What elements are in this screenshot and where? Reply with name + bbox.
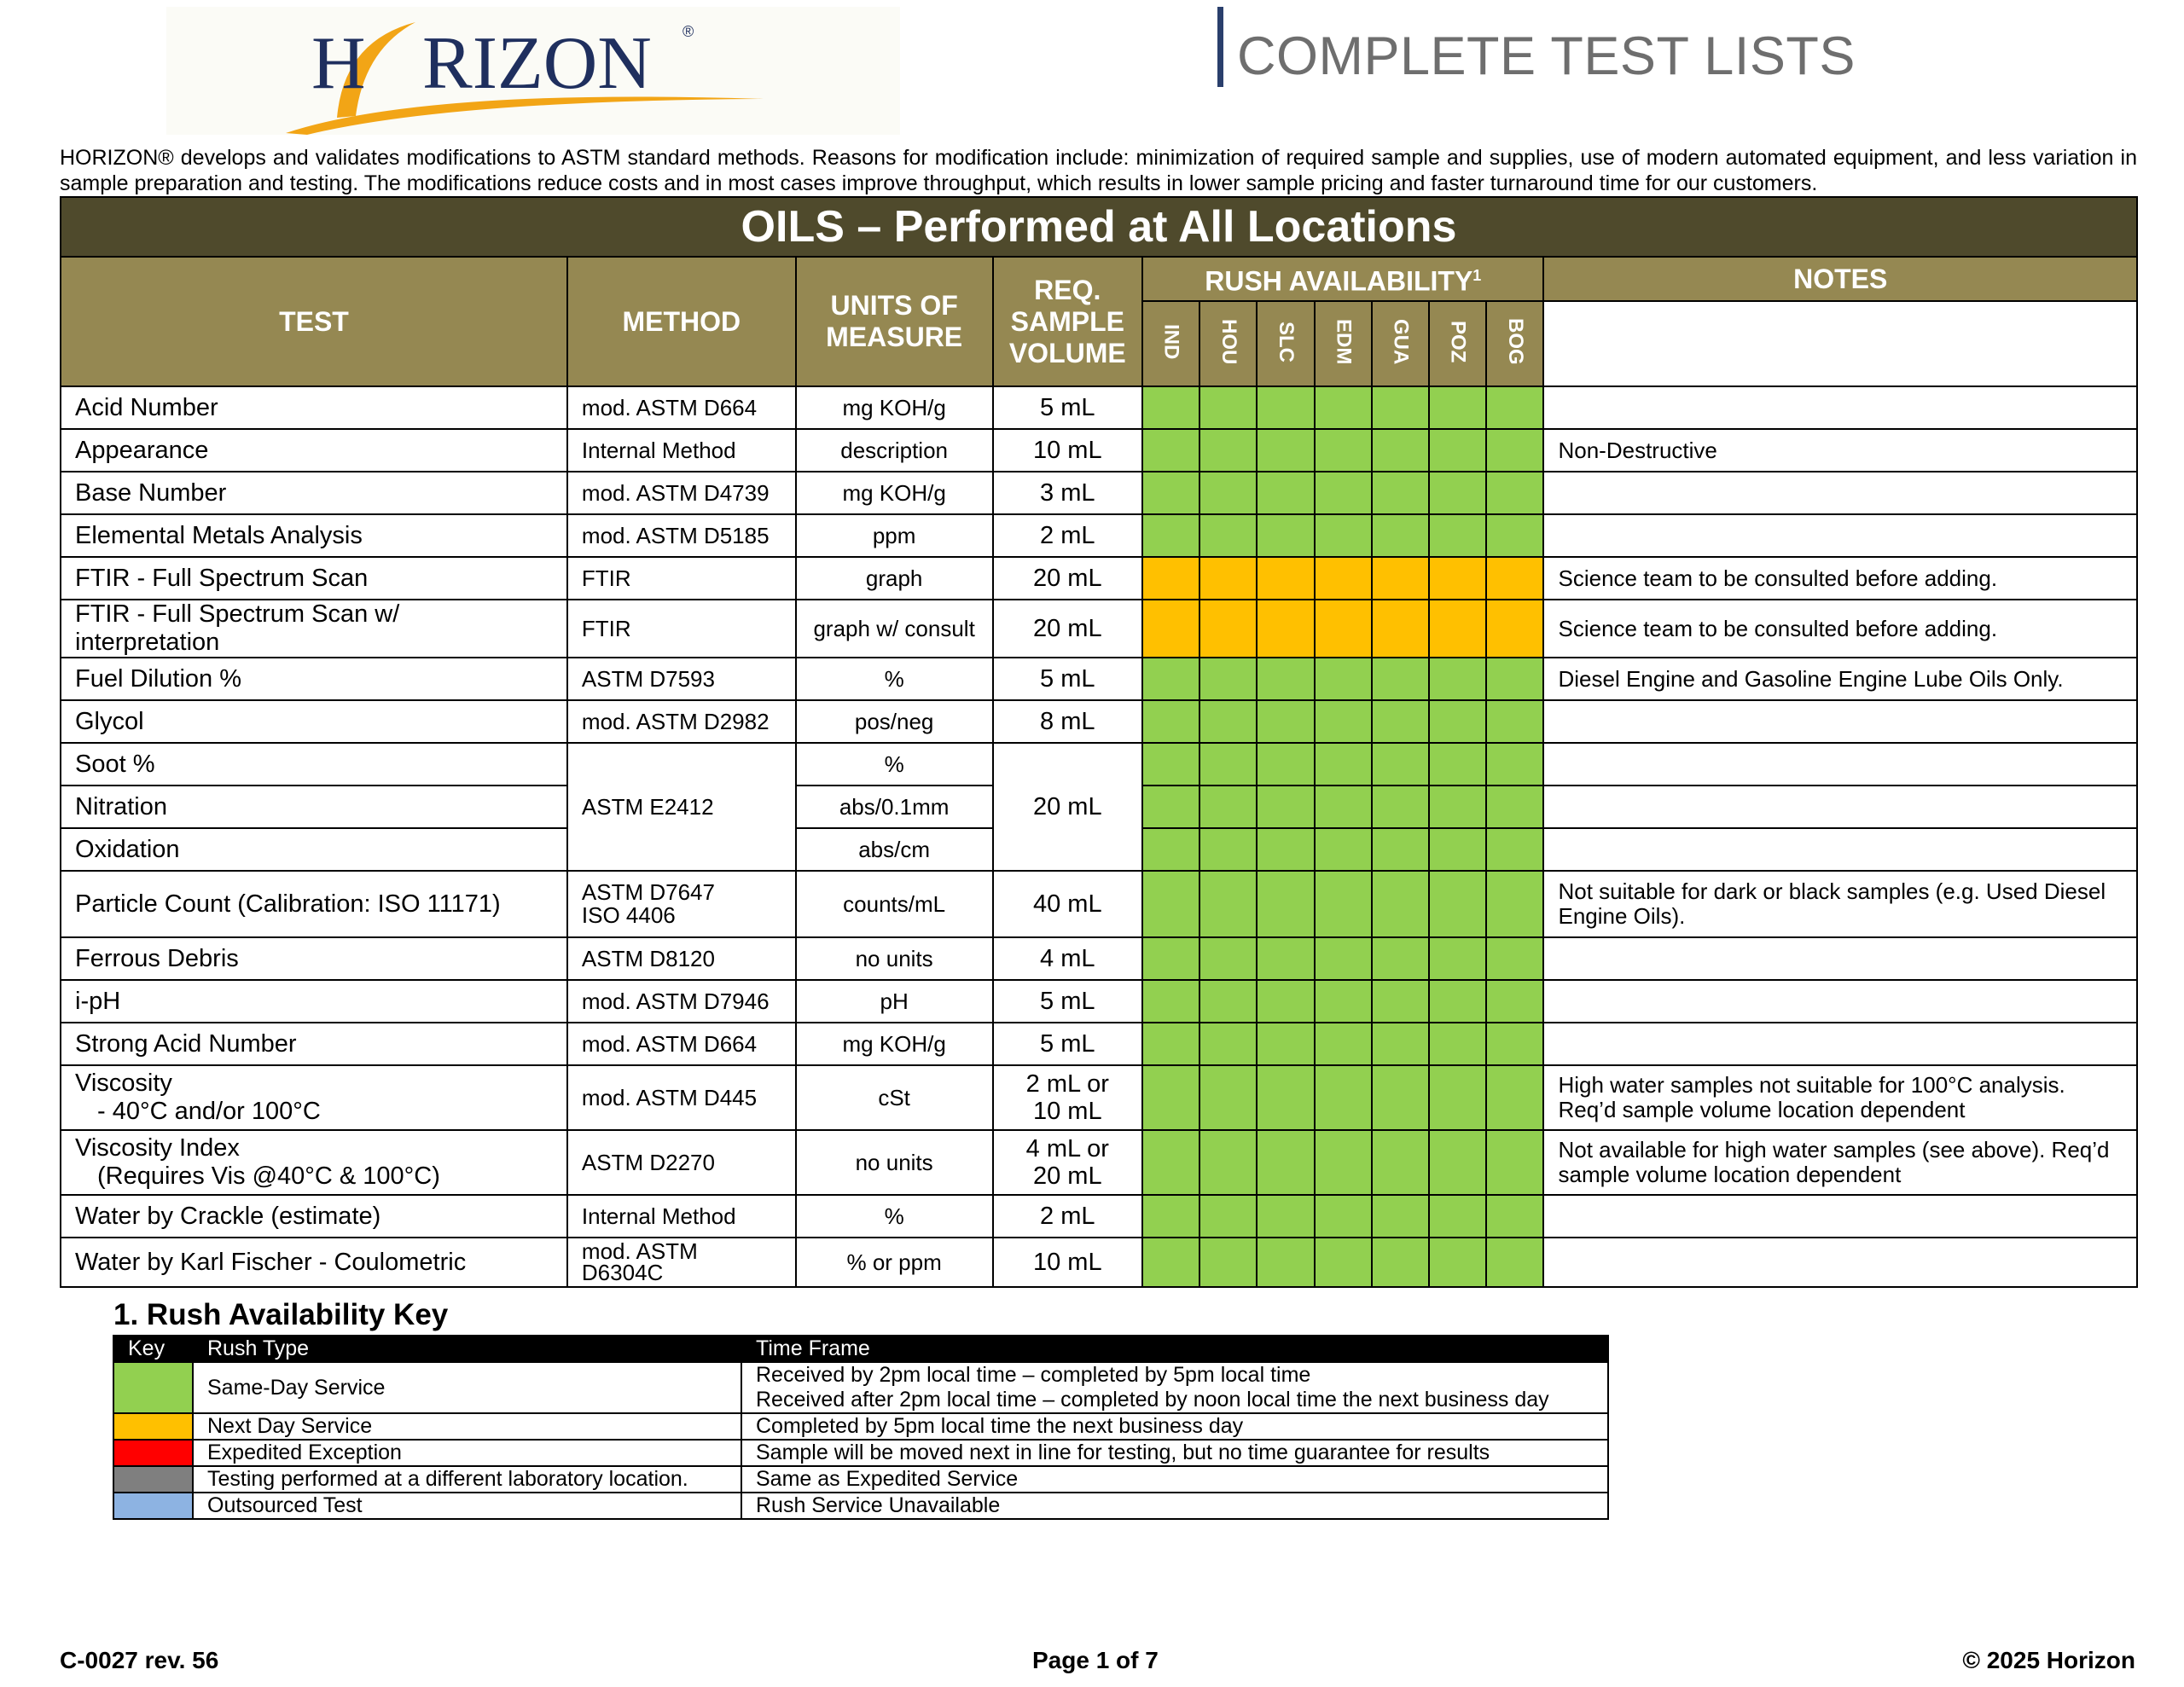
table-row [61, 514, 2137, 557]
rush-cell [1199, 557, 1257, 600]
rush-cell [1315, 1130, 1372, 1195]
rush-cell [1486, 472, 1543, 514]
rush-cell [1486, 429, 1543, 472]
rush-cell [1486, 514, 1543, 557]
table-row [61, 1238, 2137, 1287]
test-notes [1543, 514, 2137, 557]
test-method: mod. ASTM D7946 [567, 980, 796, 1023]
key-rush-type: Next Day Service [193, 1413, 741, 1440]
rush-cell [1315, 828, 1372, 871]
test-notes: Diesel Engine and Gasoline Engine Lube Oils Only. [1543, 658, 2137, 700]
rush-cell [1372, 557, 1429, 600]
rush-cell [1142, 1023, 1199, 1065]
location-gua: GUA [1372, 301, 1429, 386]
test-notes [1543, 980, 2137, 1023]
key-row [113, 1440, 1608, 1466]
rush-key-title: 1. Rush Availability Key [113, 1298, 449, 1331]
rush-cell [1486, 700, 1543, 743]
intro-paragraph: HORIZON® develops and validates modifications to ASTM standard methods. Reasons for modification include: minimization of required sample and supplies, use of modern automated equipment, and less variation in sample preparation and testing. The modifications reduce costs and in most cases improve throughput, which results in lower sample pricing and faster turnaround time for our customers. [60, 146, 2137, 195]
rush-cell [1486, 871, 1543, 937]
rush-cell [1429, 1023, 1486, 1065]
rush-cell [1429, 557, 1486, 600]
logo-registered-mark: ® [682, 23, 694, 40]
test-name: FTIR - Full Spectrum Scan [61, 557, 567, 600]
rush-cell [1315, 700, 1372, 743]
rush-cell [1429, 658, 1486, 700]
table-row [61, 600, 2137, 658]
table-row [61, 1195, 2137, 1238]
test-units: no units [796, 1130, 993, 1195]
rush-cell [1199, 743, 1257, 786]
test-notes [1543, 786, 2137, 828]
test-volume-group: 20 mL [993, 743, 1143, 871]
rush-cell [1142, 386, 1199, 429]
test-volume: 5 mL [993, 658, 1143, 700]
test-volume: 5 mL [993, 1023, 1143, 1065]
rush-cell [1257, 658, 1314, 700]
test-volume: 3 mL [993, 472, 1143, 514]
rush-cell [1199, 514, 1257, 557]
rush-cell [1372, 980, 1429, 1023]
rush-cell [1372, 386, 1429, 429]
rush-cell [1486, 828, 1543, 871]
test-units: abs/0.1mm [796, 786, 993, 828]
test-units: mg KOH/g [796, 1023, 993, 1065]
footer-page-number: Page 1 of 7 [1032, 1647, 1159, 1673]
test-units: graph w/ consult [796, 600, 993, 658]
rush-cell [1429, 472, 1486, 514]
rush-cell [1372, 743, 1429, 786]
rush-cell [1257, 871, 1314, 937]
rush-cell [1257, 557, 1314, 600]
table-row [61, 1065, 2137, 1130]
table-row [61, 386, 2137, 429]
test-volume: 10 mL [993, 429, 1143, 472]
rush-cell [1429, 700, 1486, 743]
table-banner: OILS – Performed at All Locations [61, 197, 2137, 257]
test-units: pos/neg [796, 700, 993, 743]
table-row [61, 937, 2137, 980]
key-row [113, 1466, 1608, 1493]
table-row [61, 700, 2137, 743]
test-volume: 5 mL [993, 980, 1143, 1023]
key-row [113, 1413, 1608, 1440]
key-header-time: Time Frame [741, 1336, 1608, 1362]
rush-cell [1142, 937, 1199, 980]
rush-cell [1486, 1195, 1543, 1238]
test-name: Glycol [61, 700, 567, 743]
rush-cell [1199, 1130, 1257, 1195]
swatch-next-day [113, 1413, 193, 1440]
test-name: Water by Karl Fischer - Coulometric [61, 1238, 567, 1287]
rush-cell [1486, 557, 1543, 600]
rush-cell [1315, 429, 1372, 472]
test-name: Acid Number [61, 386, 567, 429]
rush-cell [1372, 1023, 1429, 1065]
test-name: Appearance [61, 429, 567, 472]
test-volume: 10 mL [993, 1238, 1143, 1287]
rush-cell [1372, 937, 1429, 980]
rush-cell [1142, 1130, 1199, 1195]
table-row [61, 743, 2137, 786]
table-row [61, 980, 2137, 1023]
rush-cell [1199, 871, 1257, 937]
rush-cell [1315, 937, 1372, 980]
test-name: Base Number [61, 472, 567, 514]
key-row [113, 1362, 1608, 1413]
test-units: cSt [796, 1065, 993, 1130]
test-name: Oxidation [61, 828, 567, 871]
test-name: i-pH [61, 980, 567, 1023]
test-units: graph [796, 557, 993, 600]
test-volume: 4 mL or 20 mL [993, 1130, 1143, 1195]
test-volume: 4 mL [993, 937, 1143, 980]
rush-cell [1257, 980, 1314, 1023]
document-title: COMPLETE TEST LISTS [1237, 26, 1856, 86]
rush-cell [1257, 1238, 1314, 1287]
table-row [61, 557, 2137, 600]
rush-cell [1199, 472, 1257, 514]
rush-cell [1257, 472, 1314, 514]
test-method: mod. ASTM D6304C [567, 1238, 796, 1287]
rush-cell [1142, 472, 1199, 514]
test-volume: 40 mL [993, 871, 1143, 937]
rush-cell [1315, 472, 1372, 514]
test-volume: 2 mL [993, 514, 1143, 557]
test-name: Viscosity - 40°C and/or 100°C [61, 1065, 567, 1130]
logo-wordmark: RIZON [422, 22, 652, 105]
test-notes [1543, 386, 2137, 429]
rush-cell [1257, 1195, 1314, 1238]
test-notes: Science team to be consulted before adding. [1543, 557, 2137, 600]
rush-cell [1486, 386, 1543, 429]
test-name: Water by Crackle (estimate) [61, 1195, 567, 1238]
rush-cell [1372, 700, 1429, 743]
rush-cell [1372, 786, 1429, 828]
test-volume: 2 mL or 10 mL [993, 1065, 1143, 1130]
rush-cell [1142, 1195, 1199, 1238]
rush-cell [1142, 828, 1199, 871]
rush-cell [1315, 600, 1372, 658]
test-method: mod. ASTM D5185 [567, 514, 796, 557]
test-name: Ferrous Debris [61, 937, 567, 980]
key-rush-type: Outsourced Test [193, 1493, 741, 1519]
swatch-expedited [113, 1440, 193, 1466]
table-row [61, 429, 2137, 472]
test-method: Internal Method [567, 429, 796, 472]
rush-cell [1199, 658, 1257, 700]
test-notes [1543, 828, 2137, 871]
location-poz: POZ [1429, 301, 1486, 386]
rush-cell [1142, 514, 1199, 557]
rush-cell [1199, 386, 1257, 429]
rush-cell [1257, 600, 1314, 658]
rush-cell [1315, 1195, 1372, 1238]
rush-cell [1199, 828, 1257, 871]
header-volume: REQ. SAMPLE VOLUME [993, 257, 1143, 386]
rush-cell [1372, 1130, 1429, 1195]
test-units: ppm [796, 514, 993, 557]
key-rush-type: Same-Day Service [193, 1362, 741, 1413]
test-method: mod. ASTM D4739 [567, 472, 796, 514]
header-rush-availability [1142, 257, 1543, 301]
rush-cell [1257, 429, 1314, 472]
test-units: mg KOH/g [796, 472, 993, 514]
rush-cell [1142, 980, 1199, 1023]
rush-cell [1315, 1065, 1372, 1130]
rush-cell [1315, 980, 1372, 1023]
rush-cell [1486, 1130, 1543, 1195]
rush-cell [1199, 937, 1257, 980]
rush-cell [1372, 871, 1429, 937]
test-units: mg KOH/g [796, 386, 993, 429]
rush-cell [1142, 1238, 1199, 1287]
test-method: FTIR [567, 557, 796, 600]
rush-cell [1372, 1065, 1429, 1130]
test-units: % or ppm [796, 1238, 993, 1287]
test-units: pH [796, 980, 993, 1023]
test-method-group: ASTM E2412 [567, 743, 796, 871]
rush-cell [1372, 514, 1429, 557]
test-notes: Non-Destructive [1543, 429, 2137, 472]
rush-cell [1199, 429, 1257, 472]
rush-cell [1372, 472, 1429, 514]
rush-cell [1486, 786, 1543, 828]
key-rush-type: Expedited Exception [193, 1440, 741, 1466]
test-units: % [796, 743, 993, 786]
test-name: Fuel Dilution % [61, 658, 567, 700]
test-volume: 8 mL [993, 700, 1143, 743]
title-accent-bar [1217, 7, 1223, 87]
location-hou: HOU [1199, 301, 1257, 386]
test-units: abs/cm [796, 828, 993, 871]
test-notes [1543, 700, 2137, 743]
test-method: Internal Method [567, 1195, 796, 1238]
test-units: % [796, 658, 993, 700]
test-units: description [796, 429, 993, 472]
table-row [61, 1023, 2137, 1065]
rush-cell [1199, 1065, 1257, 1130]
rush-cell [1429, 514, 1486, 557]
rush-cell [1486, 1065, 1543, 1130]
key-row [113, 1493, 1608, 1519]
rush-cell [1429, 871, 1486, 937]
location-slc: SLC [1257, 301, 1314, 386]
swatch-different-location [113, 1466, 193, 1493]
key-time-frame: Received by 2pm local time – completed by 5pm local time Received after 2pm local time – completed by noon local time the next business day [741, 1362, 1608, 1413]
key-header-type: Rush Type [193, 1336, 741, 1362]
table-row [61, 472, 2137, 514]
test-name: Soot % [61, 743, 567, 786]
test-name: FTIR - Full Spectrum Scan w/ interpretation [61, 600, 567, 658]
header-units: UNITS OF MEASURE [796, 257, 993, 386]
rush-cell [1429, 937, 1486, 980]
test-units: no units [796, 937, 993, 980]
key-header-key: Key [113, 1336, 193, 1362]
rush-cell [1315, 557, 1372, 600]
oils-test-table [60, 196, 2138, 1288]
test-notes: Not available for high water samples (see above). Req’d sample volume location dependent [1543, 1130, 2137, 1195]
rush-cell [1199, 1023, 1257, 1065]
company-logo [166, 7, 900, 135]
rush-key-table [113, 1335, 1609, 1520]
rush-cell [1429, 1195, 1486, 1238]
test-name: Strong Acid Number [61, 1023, 567, 1065]
rush-cell [1142, 658, 1199, 700]
rush-cell [1486, 743, 1543, 786]
rush-cell [1142, 600, 1199, 658]
test-volume: 20 mL [993, 557, 1143, 600]
rush-cell [1486, 1238, 1543, 1287]
test-notes [1543, 472, 2137, 514]
rush-cell [1199, 786, 1257, 828]
rush-cell [1429, 980, 1486, 1023]
test-units: counts/mL [796, 871, 993, 937]
rush-cell [1257, 743, 1314, 786]
key-time-frame: Same as Expedited Service [741, 1466, 1608, 1493]
rush-cell [1486, 658, 1543, 700]
rush-cell [1142, 557, 1199, 600]
rush-cell [1142, 871, 1199, 937]
footer-doc-id: C-0027 rev. 56 [60, 1647, 219, 1673]
swatch-same-day [113, 1362, 193, 1413]
header-rush-footnote: 1 [1472, 267, 1482, 285]
rush-cell [1315, 658, 1372, 700]
rush-cell [1372, 600, 1429, 658]
test-method: ASTM D7647 ISO 4406 [567, 871, 796, 937]
notes-subheader-blank [1543, 301, 2137, 386]
rush-cell [1429, 1065, 1486, 1130]
test-notes: Science team to be consulted before adding. [1543, 600, 2137, 658]
test-units: % [796, 1195, 993, 1238]
key-time-frame: Completed by 5pm local time the next business day [741, 1413, 1608, 1440]
rush-cell [1199, 1238, 1257, 1287]
test-notes [1543, 937, 2137, 980]
rush-cell [1486, 980, 1543, 1023]
header-test: TEST [61, 257, 567, 386]
rush-cell [1257, 514, 1314, 557]
rush-cell [1257, 1065, 1314, 1130]
test-name: Viscosity Index (Requires Vis @40°C & 100°C) [61, 1130, 567, 1195]
test-method: FTIR [567, 600, 796, 658]
rush-cell [1372, 1238, 1429, 1287]
rush-cell [1142, 743, 1199, 786]
test-volume: 5 mL [993, 386, 1143, 429]
key-time-frame: Sample will be moved next in line for testing, but no time guarantee for results [741, 1440, 1608, 1466]
rush-cell [1142, 786, 1199, 828]
test-notes: Not suitable for dark or black samples (e.g. Used Diesel Engine Oils). [1543, 871, 2137, 937]
rush-cell [1429, 429, 1486, 472]
test-notes [1543, 1195, 2137, 1238]
test-method: mod. ASTM D664 [567, 1023, 796, 1065]
rush-cell [1429, 1238, 1486, 1287]
rush-cell [1372, 828, 1429, 871]
rush-cell [1257, 786, 1314, 828]
rush-cell [1315, 1023, 1372, 1065]
test-name: Elemental Metals Analysis [61, 514, 567, 557]
test-notes [1543, 1023, 2137, 1065]
rush-cell [1372, 1195, 1429, 1238]
rush-cell [1142, 1065, 1199, 1130]
test-notes [1543, 743, 2137, 786]
test-notes [1543, 1238, 2137, 1287]
rush-cell [1429, 828, 1486, 871]
location-ind: IND [1142, 301, 1199, 386]
rush-cell [1257, 828, 1314, 871]
test-method: ASTM D8120 [567, 937, 796, 980]
rush-cell [1257, 1023, 1314, 1065]
rush-cell [1429, 600, 1486, 658]
rush-cell [1486, 600, 1543, 658]
rush-cell [1257, 1130, 1314, 1195]
table-row [61, 658, 2137, 700]
table-row [61, 871, 2137, 937]
key-time-frame: Rush Service Unavailable [741, 1493, 1608, 1519]
header-method: METHOD [567, 257, 796, 386]
test-method: mod. ASTM D664 [567, 386, 796, 429]
rush-cell [1372, 429, 1429, 472]
rush-cell [1315, 386, 1372, 429]
test-notes: High water samples not suitable for 100°C analysis. Req’d sample volume location dependent [1543, 1065, 2137, 1130]
test-volume: 20 mL [993, 600, 1143, 658]
rush-cell [1315, 871, 1372, 937]
swatch-outsourced [113, 1493, 193, 1519]
rush-cell [1257, 700, 1314, 743]
rush-cell [1199, 980, 1257, 1023]
test-method: ASTM D7593 [567, 658, 796, 700]
rush-cell [1142, 700, 1199, 743]
rush-cell [1199, 600, 1257, 658]
rush-cell [1372, 658, 1429, 700]
logo-letter-h: H [311, 22, 366, 105]
rush-cell [1315, 786, 1372, 828]
header-rush-label: RUSH AVAILABILITY [1205, 265, 1473, 297]
header-notes: NOTES [1543, 257, 2137, 301]
rush-cell [1486, 1023, 1543, 1065]
rush-cell [1429, 386, 1486, 429]
rush-cell [1429, 786, 1486, 828]
rush-cell [1142, 429, 1199, 472]
rush-cell [1429, 743, 1486, 786]
key-rush-type: Testing performed at a different laboratory location. [193, 1466, 741, 1493]
table-row [61, 1130, 2137, 1195]
test-method: mod. ASTM D445 [567, 1065, 796, 1130]
rush-cell [1257, 386, 1314, 429]
rush-cell [1199, 1195, 1257, 1238]
rush-cell [1315, 743, 1372, 786]
rush-cell [1257, 937, 1314, 980]
test-volume: 2 mL [993, 1195, 1143, 1238]
rush-cell [1315, 1238, 1372, 1287]
location-edm: EDM [1315, 301, 1372, 386]
rush-cell [1315, 514, 1372, 557]
footer-copyright: © 2025 Horizon [1962, 1647, 2135, 1673]
test-method: mod. ASTM D2982 [567, 700, 796, 743]
test-name: Particle Count (Calibration: ISO 11171) [61, 871, 567, 937]
test-method: ASTM D2270 [567, 1130, 796, 1195]
rush-cell [1429, 1130, 1486, 1195]
test-name: Nitration [61, 786, 567, 828]
location-bog: BOG [1486, 301, 1543, 386]
rush-cell [1486, 937, 1543, 980]
rush-cell [1199, 700, 1257, 743]
